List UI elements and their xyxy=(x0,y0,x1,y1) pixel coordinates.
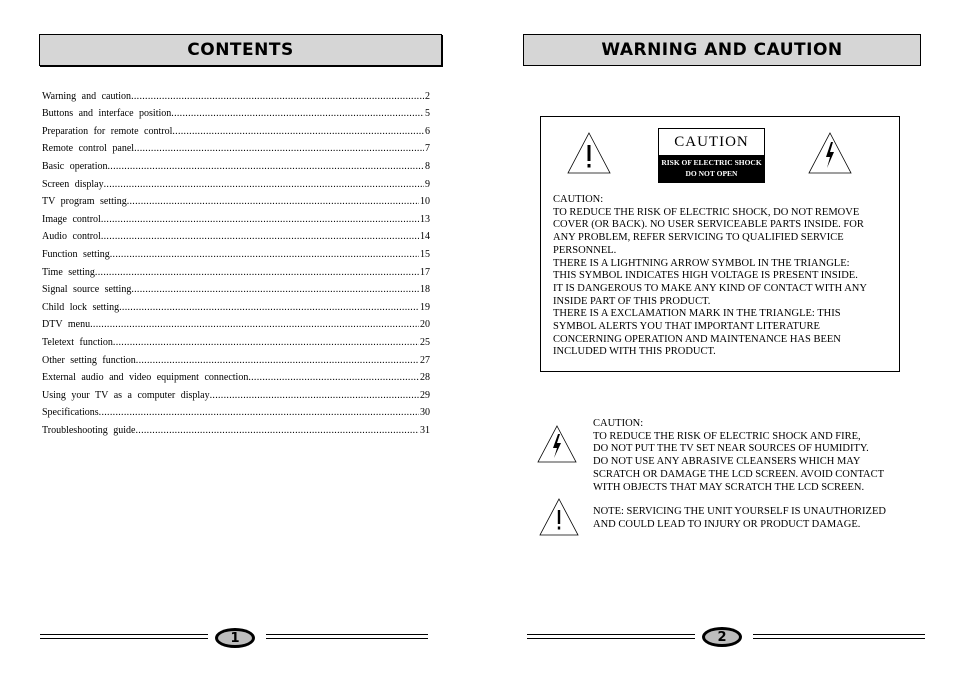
caution-label-title: CAUTION xyxy=(674,134,749,150)
caution-box-text: CAUTION: TO REDUCE THE RISK OF ELECTRIC SHOCK, DO NOT REMOVE COVER (OR BACK). NO USER SERVICEABLE PARTS INSIDE. FOR ANY PROBLEM, REFER SERVICING TO QUALIFIED SERVICE PERSONNEL. THERE IS A LIGHTNING ARROW SYMBOL IN THE TRIANGLE: THIS SYMBOL INDICATES HIGH VOLTAGE IS PRESENT INSIDE. IT IS DANGEROUS TO MAKE ANY KIND OF CONTACT WITH ANY INSIDE PART OF THIS PRODUCT. THERE IS A EXCLAMATION MARK IN THE TRIANGLE: THIS SYMBOL ALERTS YOU THAT IMPORTANT LITERATURE CONCERNING OPERATION AND MAINTENANCE HAS BEEN INCLUDED WITH THIS PRODUCT. xyxy=(553,194,867,358)
toc-leader-dots xyxy=(101,214,419,225)
toc-entry[interactable] xyxy=(42,366,430,384)
toc-entry[interactable] xyxy=(42,278,430,296)
toc-entry-label: Preparation for remote control xyxy=(42,125,173,137)
caution-label-warning xyxy=(659,155,764,182)
warning-caution-title-text: WARNING AND CAUTION xyxy=(601,40,843,60)
toc-entry-label: Screen display xyxy=(42,178,104,190)
page-number-right: 2 xyxy=(705,630,739,644)
footer-rule-left-b xyxy=(266,634,428,639)
toc-entry-page: 6 xyxy=(425,125,430,137)
toc-entry-label: Time setting xyxy=(42,266,95,278)
toc-entry-label: DTV menu xyxy=(42,319,91,331)
warning-caution-title xyxy=(523,34,921,66)
toc-leader-dots xyxy=(90,319,419,330)
toc-entry-label: Specifications xyxy=(42,407,99,419)
toc-entry-page: 19 xyxy=(420,301,430,313)
toc-entry-page: 28 xyxy=(420,372,430,384)
footer-rule-right-b xyxy=(753,634,925,639)
page-number-left: 1 xyxy=(218,631,252,645)
toc-entry-label: Basic operation xyxy=(42,160,108,172)
toc-entry[interactable] xyxy=(42,295,430,313)
toc-entry-page: 14 xyxy=(420,231,430,243)
toc-leader-dots xyxy=(99,407,419,418)
toc-entry-page: 10 xyxy=(420,196,430,208)
toc-entry-label: Image control xyxy=(42,213,101,225)
toc-entry[interactable] xyxy=(42,137,430,155)
caution-label-line2: DO NOT OPEN xyxy=(685,169,738,178)
toc-leader-dots xyxy=(135,425,419,436)
caution-label-line1: RISK OF ELECTRIC SHOCK xyxy=(661,158,762,167)
toc-entry-page: 27 xyxy=(420,354,430,366)
toc-entry[interactable] xyxy=(42,383,430,401)
toc-entry-page: 13 xyxy=(420,213,430,225)
lightning-triangle-icon xyxy=(536,424,578,464)
toc-entry[interactable] xyxy=(42,225,430,243)
toc-entry[interactable] xyxy=(42,172,430,190)
toc-leader-dots xyxy=(210,390,419,401)
toc-entry-page: 7 xyxy=(425,143,430,155)
toc-entry-label: Signal source setting xyxy=(42,284,132,296)
servicing-note-text: NOTE: SERVICING THE UNIT YOURSELF IS UNAUTHORIZED AND COULD LEAD TO INJURY OR PRODUCT DAMAGE. xyxy=(593,506,886,530)
toc-entry[interactable] xyxy=(42,418,430,436)
toc-entry-label: Using your TV as a computer display xyxy=(42,389,210,401)
toc-leader-dots xyxy=(110,249,419,260)
toc-leader-dots xyxy=(104,179,424,190)
toc-entry[interactable] xyxy=(42,154,430,172)
toc-entry-label: TV program setting xyxy=(42,196,127,208)
toc-entry-label: Function setting xyxy=(42,248,110,260)
toc-leader-dots xyxy=(131,284,419,295)
toc-entry-label: Remote control panel xyxy=(42,143,135,155)
toc-entry-page: 15 xyxy=(420,248,430,260)
toc-entry[interactable] xyxy=(42,313,430,331)
toc-leader-dots xyxy=(119,302,419,313)
toc-entry-page: 17 xyxy=(420,266,430,278)
footer-rule-right-a xyxy=(527,634,695,639)
toc-leader-dots xyxy=(107,161,424,172)
table-of-contents xyxy=(42,84,430,436)
toc-leader-dots xyxy=(101,231,419,242)
toc-entry[interactable] xyxy=(42,260,430,278)
toc-entry[interactable] xyxy=(42,330,430,348)
toc-leader-dots xyxy=(134,143,424,154)
toc-entry-label: External audio and video equipment connection xyxy=(42,372,249,384)
toc-entry-page: 18 xyxy=(420,284,430,296)
toc-entry[interactable] xyxy=(42,207,430,225)
exclamation-triangle-icon xyxy=(538,497,580,537)
contents-title-text: CONTENTS xyxy=(187,40,294,60)
toc-leader-dots xyxy=(95,267,419,278)
page-number-badge-left xyxy=(215,628,255,648)
toc-entry[interactable] xyxy=(42,190,430,208)
lightning-triangle-icon xyxy=(807,131,853,175)
toc-entry[interactable] xyxy=(42,401,430,419)
toc-entry-label: Child lock setting xyxy=(42,301,120,313)
toc-entry-page: 8 xyxy=(425,160,430,172)
exclamation-triangle-icon xyxy=(566,131,612,175)
toc-entry-label: Troubleshooting guide xyxy=(42,424,136,436)
toc-entry-label: Other setting function xyxy=(42,354,136,366)
toc-entry[interactable] xyxy=(42,102,430,120)
toc-entry-page: 20 xyxy=(420,319,430,331)
footer-rule-left-a xyxy=(40,634,208,639)
toc-entry-page: 29 xyxy=(420,389,430,401)
toc-leader-dots xyxy=(136,355,419,366)
toc-entry[interactable] xyxy=(42,348,430,366)
toc-leader-dots xyxy=(131,91,424,102)
toc-entry-label: Teletext function xyxy=(42,336,113,348)
toc-leader-dots xyxy=(171,108,424,119)
toc-entry-page: 5 xyxy=(425,108,430,120)
toc-leader-dots xyxy=(248,372,419,383)
contents-title xyxy=(39,34,442,66)
toc-entry[interactable] xyxy=(42,242,430,260)
caution-label xyxy=(658,128,765,183)
toc-entry-label: Audio control xyxy=(42,231,101,243)
page-number-badge-right xyxy=(702,627,742,647)
toc-entry[interactable] xyxy=(42,84,430,102)
toc-leader-dots xyxy=(127,196,419,207)
toc-entry[interactable] xyxy=(42,119,430,137)
toc-leader-dots xyxy=(113,337,419,348)
toc-entry-label: Warning and caution xyxy=(42,90,132,102)
toc-entry-page: 2 xyxy=(425,90,430,102)
toc-entry-page: 30 xyxy=(420,407,430,419)
toc-leader-dots xyxy=(172,126,424,137)
toc-entry-label: Buttons and interface position xyxy=(42,108,172,120)
toc-entry-page: 31 xyxy=(420,424,430,436)
caution-humidity-text: CAUTION: TO REDUCE THE RISK OF ELECTRIC SHOCK AND FIRE, DO NOT PUT THE TV SET NEAR SOURCES OF HUMIDITY. DO NOT USE ANY ABRASIVE CLEANSERS WHICH MAY SCRATCH OR DAMAGE THE LCD SCREEN. AVOID CONTACT WITH OBJECTS THAT MAY SCRATCH THE LCD SCREEN. xyxy=(593,418,885,493)
toc-entry-page: 25 xyxy=(420,336,430,348)
toc-entry-page: 9 xyxy=(425,178,430,190)
